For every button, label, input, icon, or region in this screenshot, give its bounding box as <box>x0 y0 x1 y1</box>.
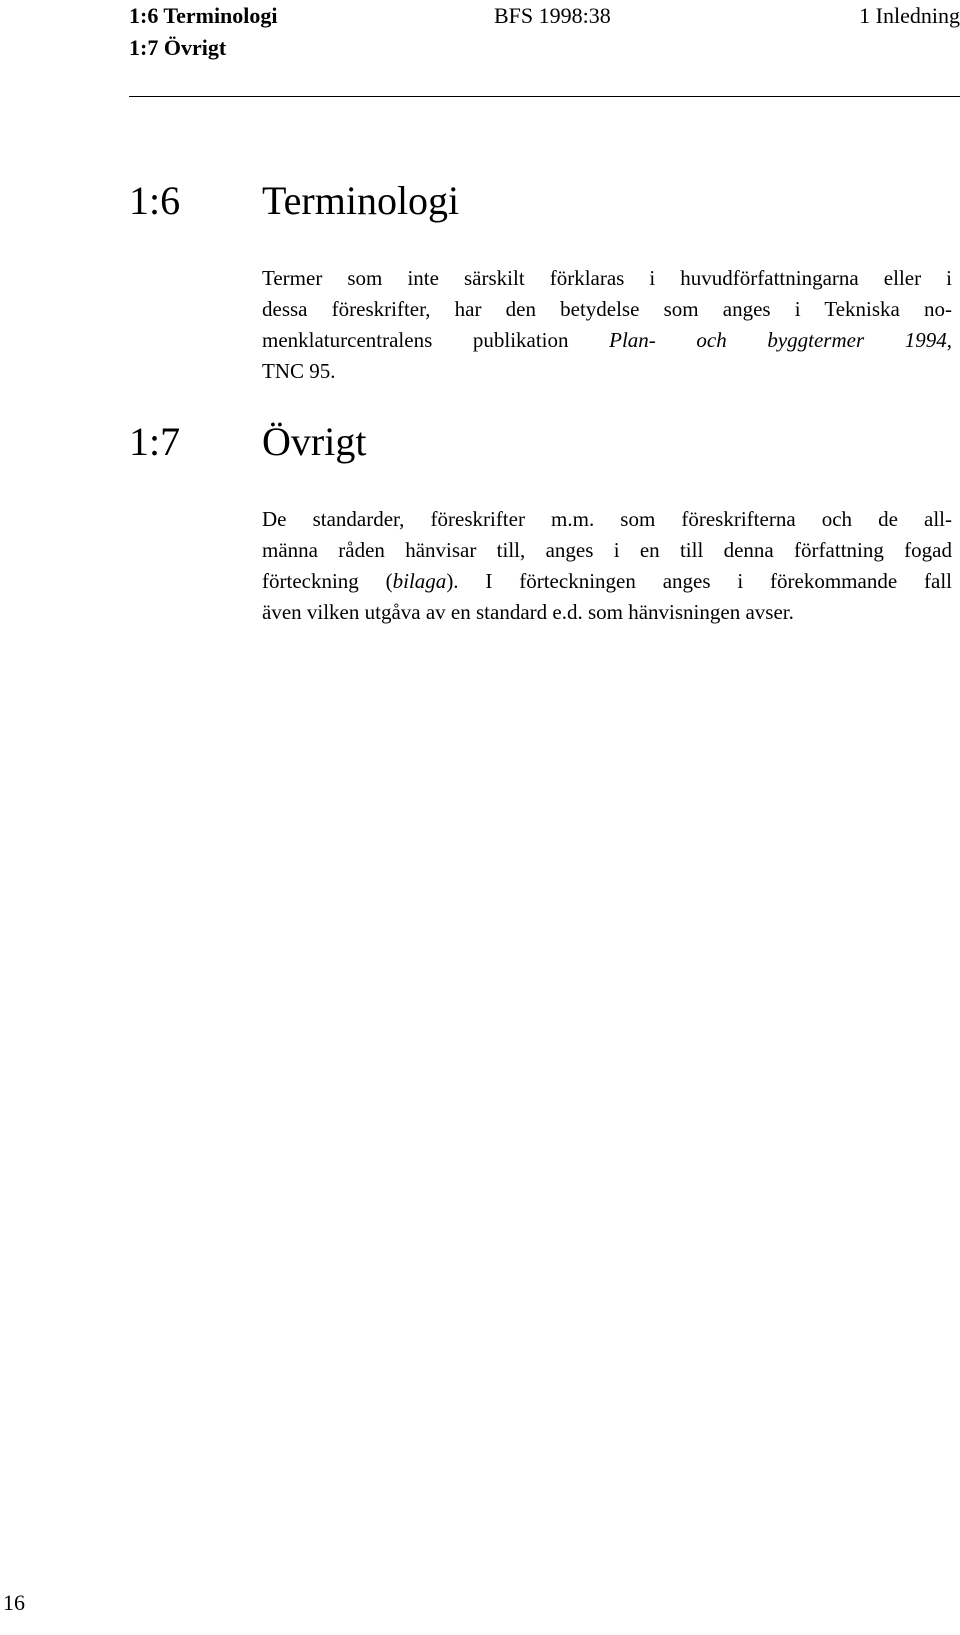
header-publication-id: BFS 1998:38 <box>494 3 611 28</box>
section-number: 1:6 <box>129 178 181 223</box>
section-paragraph <box>262 263 952 387</box>
header-section-line-2: 1:7 Övrigt <box>129 35 227 60</box>
header-section-line-1: 1:6 Terminologi <box>129 3 278 28</box>
running-header-sections <box>129 0 278 64</box>
section-heading: Terminologi <box>262 178 460 223</box>
paragraph-line: förteckning (bilaga). I förteckningen anges i förekommande fall <box>262 569 952 593</box>
header-rule <box>129 96 960 97</box>
publication-title: Plan- och byggtermer 1994 <box>609 328 947 352</box>
paragraph-line: även vilken utgåva av en standard e.d. som hänvisningen avser. <box>262 600 794 624</box>
section-heading: Övrigt <box>262 419 367 464</box>
appendix-reference: bilaga <box>392 569 447 593</box>
page-number: 16 <box>3 1590 25 1615</box>
paragraph-line: De standarder, föreskrifter m.m. som föreskrifterna och de all- <box>262 507 952 531</box>
paragraph-line: menklaturcentralens publikation Plan- och byggtermer 1994, <box>262 328 952 352</box>
section-paragraph <box>262 504 952 628</box>
paragraph-line: TNC 95. <box>262 359 336 383</box>
section-number: 1:7 <box>129 419 181 464</box>
paragraph-line: dessa föreskrifter, har den betydelse som anges i Tekniska no- <box>262 297 952 321</box>
paragraph-line: Termer som inte särskilt förklaras i huvudförfattningarna eller i <box>262 266 952 290</box>
header-chapter: 1 Inledning <box>859 3 960 28</box>
paragraph-line: männa råden hänvisar till, anges i en till denna författning fogad <box>262 538 952 562</box>
